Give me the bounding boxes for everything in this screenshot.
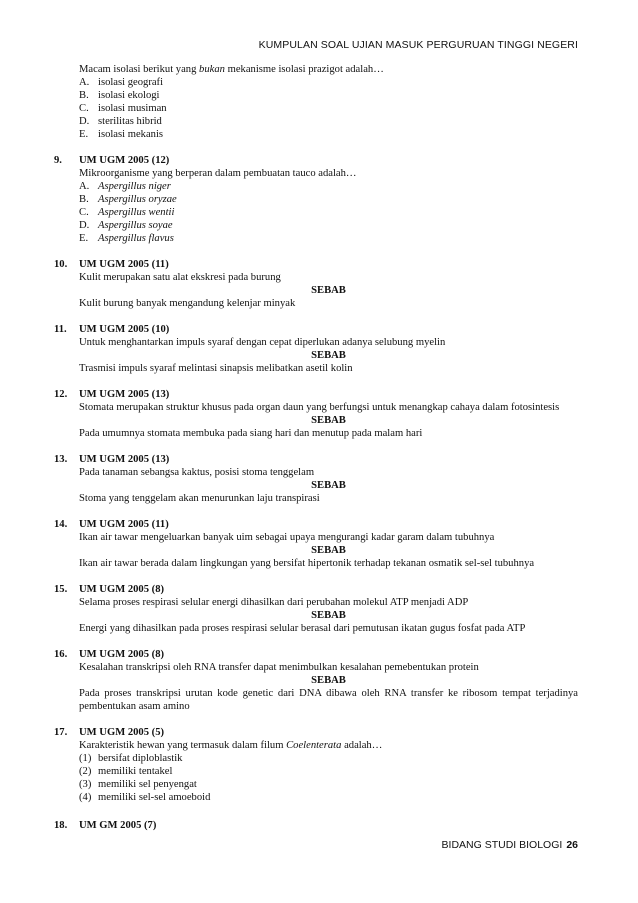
statement: Untuk menghantarkan impuls syaraf dengan cepat diperlukan adanya selubung myelin xyxy=(79,337,446,348)
statement: Stomata merupakan struktur khusus pada organ daun yang berfungsi untuk menangkap cahaya dalam fotosintesis xyxy=(79,402,560,413)
question-17 xyxy=(54,726,578,804)
option-4: (4) memiliki sel-sel amoeboid xyxy=(79,792,211,803)
sebab-label: SEBAB xyxy=(311,415,346,426)
sebab-label: SEBAB xyxy=(311,285,346,296)
page-header: KUMPULAN SOAL UJIAN MASUK PERGURUAN TINGGI NEGERI xyxy=(258,39,578,51)
reason: Pada umumnya stomata membuka pada siang hari dan menutup pada malam hari xyxy=(79,428,423,439)
option-a: A. isolasi geografi xyxy=(79,77,164,88)
footer-label: BIDANG STUDI BIOLOGI xyxy=(441,839,563,851)
question-heading: 17. UM UGM 2005 (5) xyxy=(54,727,165,738)
question-13 xyxy=(54,453,578,505)
statement: Ikan air tawar mengeluarkan banyak uim sebagai upaya mengurangi kadar garam dalam tubuhnya xyxy=(79,532,495,543)
option-e: E. isolasi mekanis xyxy=(79,129,164,140)
option-a: A. Aspergillus niger xyxy=(79,181,171,192)
question-8 xyxy=(54,63,578,141)
sebab-label: SEBAB xyxy=(311,480,346,491)
question-heading: 16. UM UGM 2005 (8) xyxy=(54,649,165,660)
question-heading: 14. UM UGM 2005 (11) xyxy=(54,519,169,530)
sebab-label: SEBAB xyxy=(311,545,346,556)
option-3: (3) memiliki sel penyengat xyxy=(79,779,197,790)
question-heading: 10. UM UGM 2005 (11) xyxy=(54,259,169,270)
page-number: 26 xyxy=(566,839,578,851)
question-10 xyxy=(54,258,578,310)
question-heading: 9. UM UGM 2005 (12) xyxy=(54,155,170,166)
option-d: D. Aspergillus soyae xyxy=(79,220,173,231)
question-heading: 11. UM UGM 2005 (10) xyxy=(54,324,170,335)
question-16 xyxy=(54,648,578,713)
question-9 xyxy=(54,154,578,245)
option-c: C. Aspergillus wentii xyxy=(79,207,175,218)
statement: Pada tanaman sebangsa kaktus, posisi stoma tenggelam xyxy=(79,467,315,478)
reason: Stoma yang tenggelam akan menurunkan laju transpirasi xyxy=(79,493,320,504)
question-15 xyxy=(54,583,578,635)
emphasis: Coelenterata xyxy=(286,740,342,751)
emphasis: bukan xyxy=(199,64,225,75)
question-stem: Mikroorganisme yang berperan dalam pembuatan tauco adalah… xyxy=(79,168,357,179)
reason: Ikan air tawar berada dalam lingkungan yang bersifat hipertonik terhadap tekanan osmatik sel-sel tubuhnya xyxy=(79,558,535,569)
option-c: C. isolasi musiman xyxy=(79,103,167,114)
page-footer xyxy=(0,839,578,851)
question-list xyxy=(54,63,578,804)
question-heading: 18. UM GM 2005 (7) xyxy=(54,820,157,831)
question-heading: 15. UM UGM 2005 (8) xyxy=(54,584,165,595)
statement: Kulit merupakan satu alat ekskresi pada burung xyxy=(79,272,281,283)
option-b: B. isolasi ekologi xyxy=(79,90,160,101)
question-11 xyxy=(54,323,578,375)
statement: Selama proses respirasi selular energi dihasilkan dari perubahan molekul ATP menjadi ADP xyxy=(79,597,469,608)
question-stem: Karakteristik hewan yang termasuk dalam filum Coelenterata adalah… xyxy=(79,740,383,751)
sebab-label: SEBAB xyxy=(311,610,346,621)
reason: Energi yang dihasilkan pada proses respirasi selular berasal dari pemutusan ikatan gugus fosfat pada ATP xyxy=(79,623,526,634)
question-heading: 13. UM UGM 2005 (13) xyxy=(54,454,170,465)
question-18 xyxy=(54,819,578,832)
question-14 xyxy=(54,518,578,570)
question-12 xyxy=(54,388,578,440)
option-2: (2) memiliki tentakel xyxy=(79,766,173,777)
reason: Kulit burung banyak mengandung kelenjar minyak xyxy=(79,298,296,309)
option-d: D. sterilitas hibrid xyxy=(79,116,162,127)
reason: Pada proses transkripsi urutan kode genetic dari DNA dibawa oleh RNA transfer ke ribosom tempat terjadinya pembentukan asam amino xyxy=(79,688,578,712)
statement: Kesalahan transkripsi oleh RNA transfer dapat menimbulkan kesalahan pemebentukan protein xyxy=(79,662,479,673)
option-e: E. Aspergillus flavus xyxy=(79,233,174,244)
option-1: (1) bersifat diploblastik xyxy=(79,753,183,764)
question-stem: Macam isolasi berikut yang bukan mekanisme isolasi prazigot adalah… xyxy=(79,64,384,75)
option-b: B. Aspergillus oryzae xyxy=(79,194,177,205)
reason: Trasmisi impuls syaraf melintasi sinapsis melibatkan asetil kolin xyxy=(79,363,353,374)
question-heading: 12. UM UGM 2005 (13) xyxy=(54,389,170,400)
sebab-label: SEBAB xyxy=(311,350,346,361)
sebab-label: SEBAB xyxy=(311,675,346,686)
